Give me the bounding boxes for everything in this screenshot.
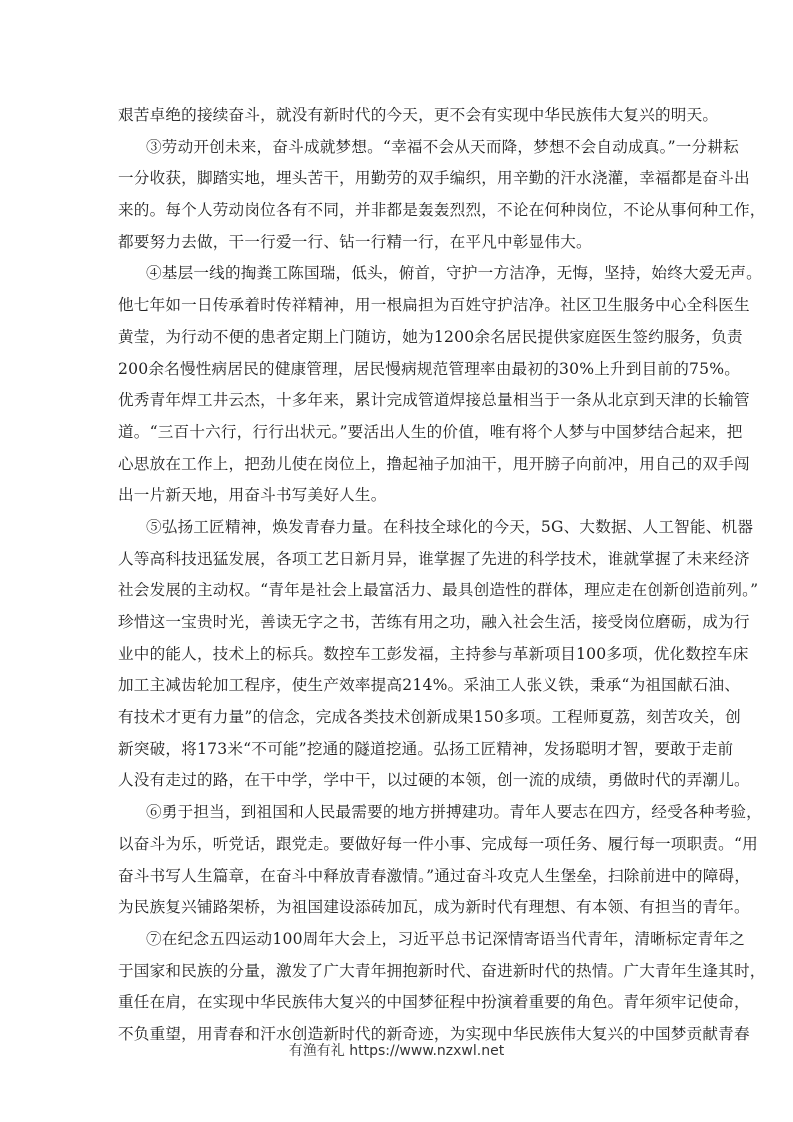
text-line: ⑦在纪念五四运动100周年大会上，习近平总书记深情寄语当代青年，清晰标定青年之 — [146, 929, 745, 948]
text-line: 不负重望，用青春和汗水创造新时代的新奇迹，为实现中华民族伟大复兴的中国梦贡献青春 — [118, 1024, 750, 1043]
text-line: 道。“三百十六行，行行出状元。”要活出人生的价值，唯有将个人梦与中国梦结合起来，把 — [118, 422, 743, 441]
text-line: 人没有走过的路，在干中学，学中干，以过硬的本领，创一流的成绩，勇做时代的弄潮儿。 — [118, 771, 750, 790]
text-line: 来的。每个人劳动岗位各有不同，并非都是轰轰烈烈，不论在何种岗位，不论从事何种工作， — [118, 201, 766, 220]
text-line: 为民族复兴铺路架桥，为祖国建设添砖加瓦，成为新时代有理想、有本领、有担当的青年。 — [118, 898, 750, 917]
text-line: 业中的能人，技术上的标兵。数控车工彭发福，主持参与革新项目100多项，优化数控车床 — [118, 644, 749, 663]
paragraph — [118, 797, 762, 924]
text-line: 社会发展的主动权。“青年是社会上最富活力、最具创造性的群体，理应走在创新创造前列。” — [118, 581, 759, 600]
text-line: 200余名慢性病居民的健康管理，居民慢病规范管理率由最初的30%上升到目前的75%。 — [118, 359, 741, 378]
text-line: ③劳动开创未来，奋斗成就梦想。“幸福不会从天而降，梦想不会自动成真。”一分耕耘 — [146, 137, 739, 156]
text-line: 黄莹，为行动不便的患者定期上门随访，她为1200余名居民提供家庭医生签约服务，负责 — [118, 327, 743, 346]
text-line: 出一片新天地，用奋斗书写美好人生。 — [118, 486, 387, 505]
text-line: ④基层一线的掏粪工陈国瑞，低头，俯首，守护一方洁净，无悔，坚持，始终大爱无声。 — [146, 264, 762, 283]
text-line: 重任在肩，在实现中华民族伟大复兴的中国梦征程中扮演着重要的角色。青年须牢记使命， — [118, 993, 750, 1012]
paragraph — [118, 132, 766, 259]
text-line: 珍惜这一宝贵时光，善读无字之书，苦练有用之功，融入社会生活，接受岗位磨砺，成为行 — [118, 613, 750, 631]
text-line: ⑤弘扬工匠精神，焕发青春力量。在科技全球化的今天，5G、大数据、人工智能、机器 — [146, 517, 754, 536]
text-line: 奋斗书写人生篇章，在奋斗中释放青春激情。”通过奋斗攻克人生堡垒，扫除前进中的障碍， — [118, 866, 751, 885]
document-body — [118, 100, 766, 1051]
footer-watermark: 有渔有礼 https://www.nzxwl.net — [288, 1043, 505, 1059]
text-line: 一分收获，脚踏实地，埋头苦干，用勤劳的双手编织，用辛勤的汗水浇灌，幸福都是奋斗出 — [118, 169, 750, 188]
text-line: 他七年如一日传承着时传祥精神，用一根扁担为百姓守护洁净。社区卫生服务中心全科医生 — [118, 296, 750, 315]
text-line: 心思放在工作上，把劲儿使在岗位上，撸起袖子加油干，甩开膀子向前冲，用自己的双手闯 — [118, 454, 750, 473]
paragraph — [118, 924, 766, 1051]
paragraph — [118, 512, 759, 797]
text-line: 新突破，将173米“不可能”挖通的隧道挖通。弘扬工匠精神，发扬聪明才智，要敢于走前 — [118, 739, 734, 758]
text-line: 加工主减齿轮加工程序，使生产效率提高214%。采油工人张义铁，秉承“为祖国献石油、 — [118, 676, 741, 695]
text-line: 于国家和民族的分量，激发了广大青年拥抱新时代、奋进新时代的热情。广大青年生逢其时， — [118, 961, 766, 980]
paragraph — [118, 258, 762, 512]
text-line: 有技术才更有力量”的信念，完成各类技术创新成果150多项。工程师夏荔，刻苦攻关，创 — [118, 708, 741, 727]
text-line: 艰苦卓绝的接续奋斗，就没有新时代的今天，更不会有实现中华民族伟大复兴的明天。 — [118, 106, 719, 124]
text-line: 人等高科技迅猛发展，各项工艺日新月异，谁掌握了先进的科学技术，谁就掌握了未来经济 — [118, 549, 750, 568]
paragraph — [118, 100, 719, 132]
text-line: 以奋斗为乐，听党话，跟党走。要做好每一件小事、完成每一项任务、履行每一项职责。“用 — [118, 834, 758, 853]
text-line: 都要努力去做，干一行爱一行、钻一行精一行，在平凡中彰显伟大。 — [118, 232, 592, 251]
text-line: ⑥勇于担当，到祖国和人民最需要的地方拼搏建功。青年人要志在四方，经受各种考验， — [146, 803, 762, 822]
text-line: 优秀青年焊工井云杰，十多年来，累计完成管道焊接总量相当于一条从北京到天津的长输管 — [118, 391, 750, 410]
